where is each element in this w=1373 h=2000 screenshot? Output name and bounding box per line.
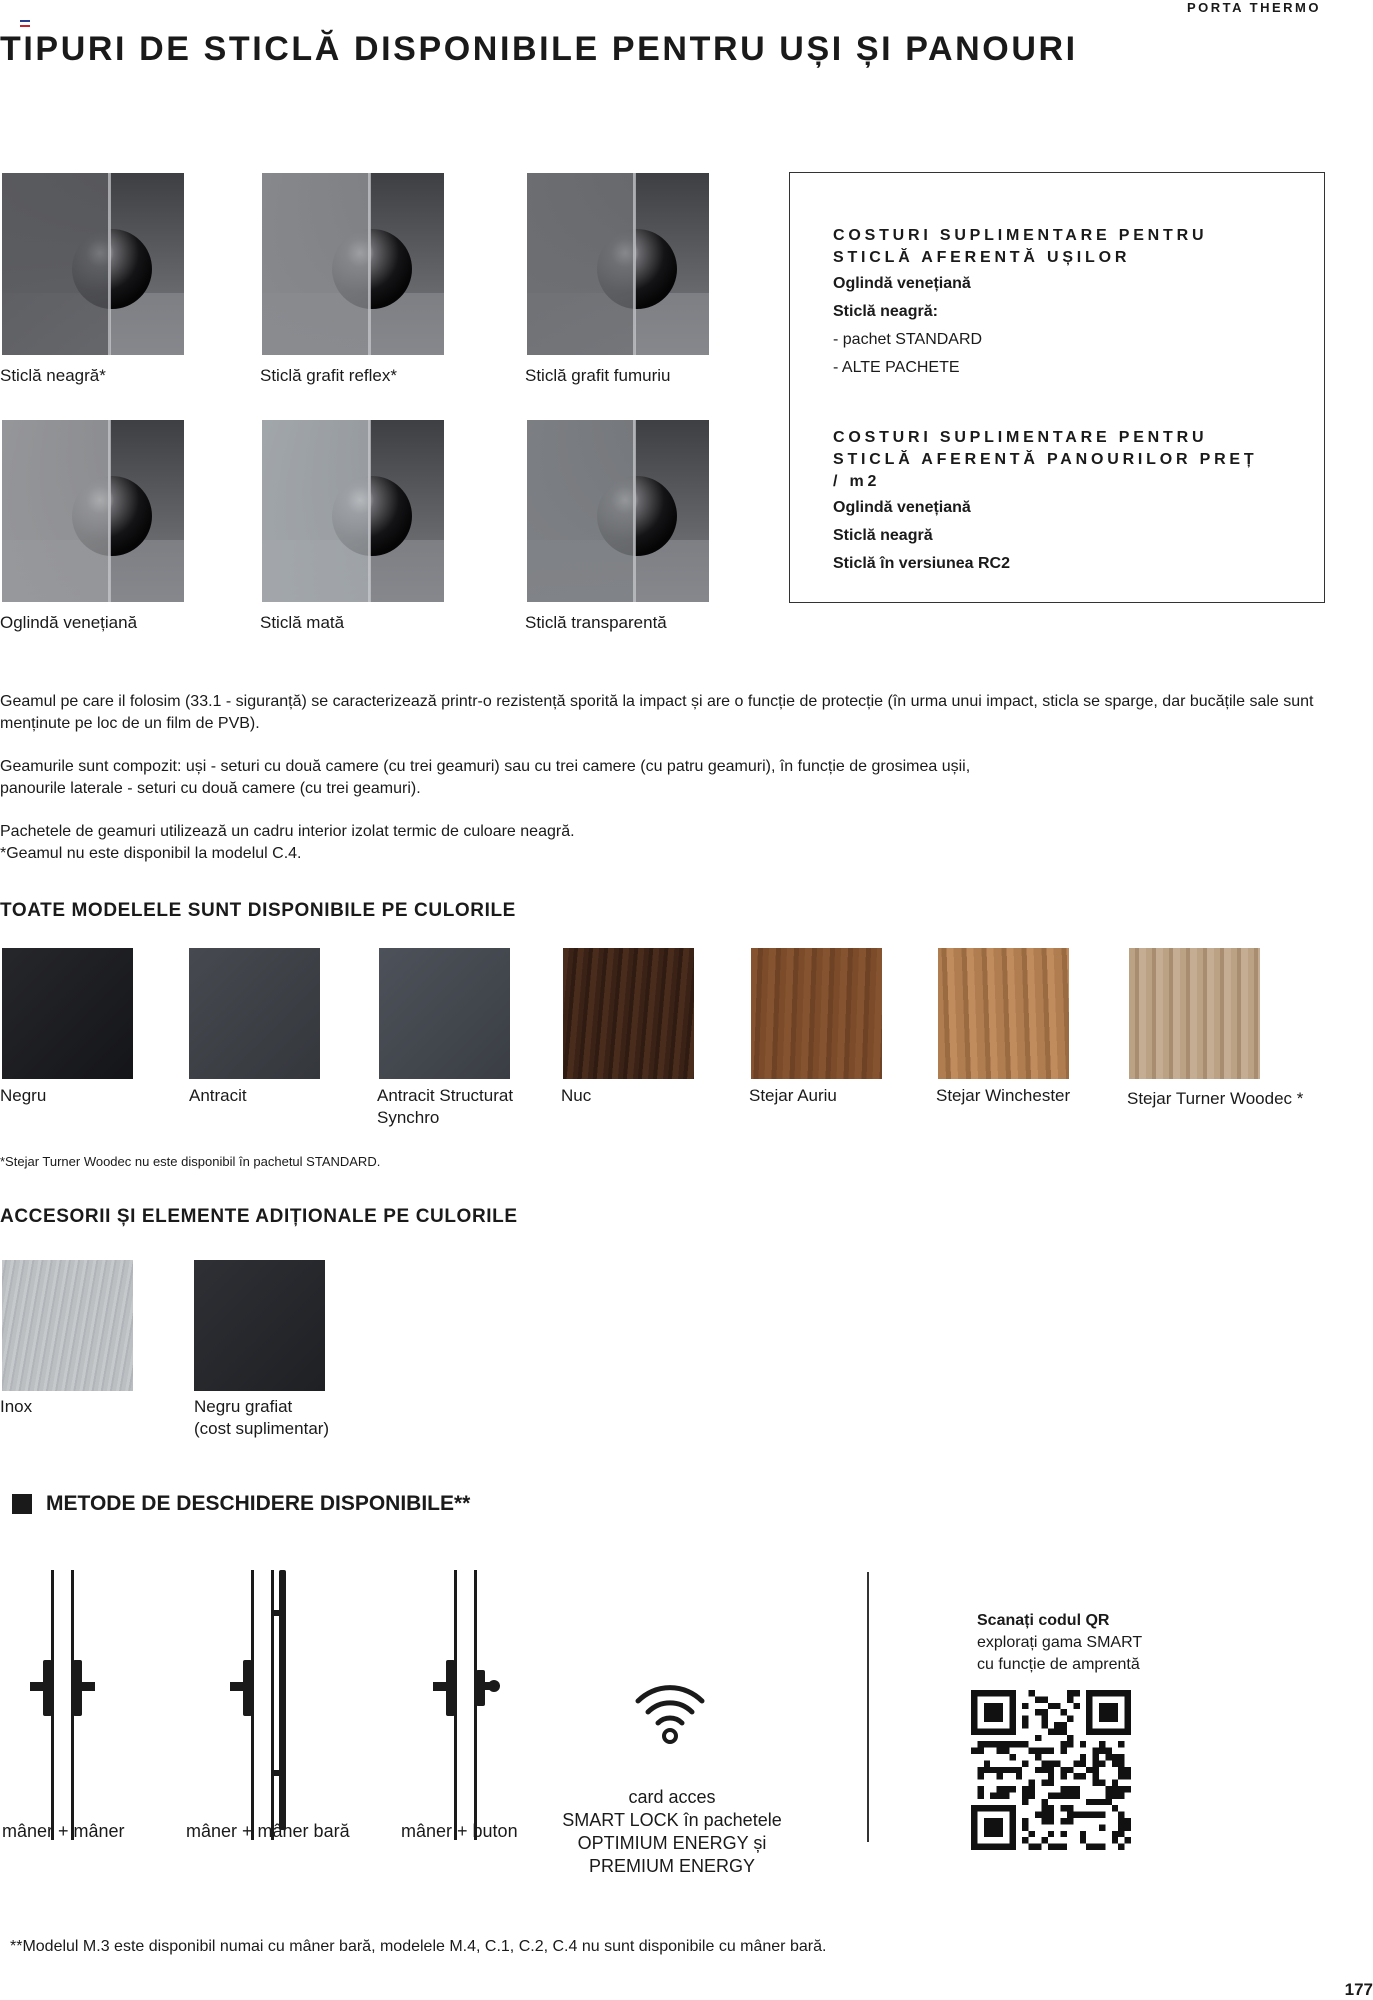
qr-text: cu funcție de amprentă bbox=[977, 1656, 1140, 1673]
glass-composition-line: panourile laterale - seturi cu două camere (cu trei geamuri). bbox=[0, 780, 421, 797]
handle-bar-icon bbox=[225, 1570, 305, 1840]
glass-tile bbox=[262, 420, 444, 602]
glass-description: Geamul pe care il folosim (33.1 - siguranță) se caracterizează printr-o rezistență sporită la impact și are o funcție de protecție (în urma unui impact, sticla se sparge, dar bucățile sale sunt menținute pe loc de un film de PVB). bbox=[0, 693, 1314, 732]
page-number: 177 bbox=[1344, 1980, 1373, 1999]
opening-methods-heading: METODE DE DESCHIDERE DISPONIBILE** bbox=[46, 1492, 471, 1515]
glass-caption: Sticlă neagră* bbox=[0, 366, 106, 385]
glass-caption: Sticlă grafit fumuriu bbox=[525, 366, 671, 385]
color-label: Negru bbox=[0, 1086, 47, 1105]
glass-tile bbox=[527, 173, 709, 355]
accessory-label: Negru grafiat (cost suplimentar) bbox=[194, 1397, 330, 1438]
panel-cost-item: Sticlă neagră bbox=[833, 527, 933, 544]
accessories-heading: ACCESORII ȘI ELEMENTE ADIȚIONALE PE CULORILE bbox=[0, 1206, 518, 1227]
glass-tile bbox=[527, 420, 709, 602]
colors-note: *Stejar Turner Woodec nu este disponibil în pachetul STANDARD. bbox=[0, 1154, 381, 1169]
door-cost-item: Oglindă venețiană bbox=[833, 275, 971, 292]
qr-heading: Scanați codul QR bbox=[977, 1612, 1110, 1629]
panel-cost-item: Sticlă în versiunea RC2 bbox=[833, 555, 1010, 572]
accessory-label: Inox bbox=[0, 1397, 33, 1416]
panel-cost-item: Oglindă venețiană bbox=[833, 499, 971, 516]
divider bbox=[867, 1572, 869, 1842]
glass-tile bbox=[262, 173, 444, 355]
glass-caption: Sticlă mată bbox=[260, 613, 345, 632]
glass-caption: Oglindă venețiană bbox=[0, 613, 138, 632]
flag-icon bbox=[20, 20, 30, 27]
color-swatch bbox=[2, 948, 133, 1079]
page-title: TIPURI DE STICLĂ DISPONIBILE PENTRU UȘI ȘI PANOURI bbox=[0, 30, 1078, 68]
accessory-swatch bbox=[2, 1260, 133, 1391]
glass-caption: Sticlă grafit reflex* bbox=[260, 366, 397, 385]
door-costs-heading: COSTURI SUPLIMENTARE PENTRU STICLĂ AFERENTĂ UȘILOR bbox=[833, 227, 1208, 266]
handle-knob-icon bbox=[428, 1570, 508, 1840]
opening-option-label: mâner + buton bbox=[401, 1821, 518, 1841]
color-swatch bbox=[938, 948, 1069, 1079]
color-label: Stejar Auriu bbox=[749, 1086, 837, 1105]
glass-frame-note: Pachetele de geamuri utilizează un cadru interior izolat termic de culoare neagră. bbox=[0, 823, 575, 840]
panel-costs-heading: COSTURI SUPLIMENTARE PENTRU STICLĂ AFERENTĂ PANOURILOR PREȚ / m2 bbox=[833, 429, 1258, 490]
colors-heading: TOATE MODELELE SUNT DISPONIBILE PE CULORILE bbox=[0, 900, 516, 921]
brand-label: PORTA THERMO bbox=[1187, 0, 1321, 15]
color-swatch bbox=[379, 948, 510, 1079]
opening-option-label: mâner + mâner bară bbox=[186, 1821, 350, 1841]
glass-tile bbox=[2, 173, 184, 355]
color-label: Antracit Structurat Synchro bbox=[377, 1086, 514, 1127]
color-swatch bbox=[751, 948, 882, 1079]
opening-option-label: mâner + mâner bbox=[2, 1821, 125, 1841]
color-label: Stejar Turner Woodec * bbox=[1127, 1089, 1304, 1108]
color-label: Stejar Winchester bbox=[936, 1086, 1071, 1105]
section-marker bbox=[12, 1494, 32, 1514]
door-cost-subitem: - ALTE PACHETE bbox=[833, 359, 960, 376]
door-cost-subitem: - pachet STANDARD bbox=[833, 331, 983, 348]
glass-composition-line: Geamurile sunt compozit: uși - seturi cu două camere (cu trei geamuri) sau cu trei camere (cu patru geamuri), în funcție de grosimea ușii, bbox=[0, 758, 971, 775]
door-cost-item: Sticlă neagră: bbox=[833, 303, 938, 320]
glass-tile bbox=[2, 420, 184, 602]
accessory-swatch bbox=[194, 1260, 325, 1391]
glass-caption: Sticlă transparentă bbox=[525, 613, 667, 632]
handle-handle-icon bbox=[25, 1570, 105, 1840]
wifi-icon bbox=[632, 1675, 708, 1745]
qr-code[interactable] bbox=[971, 1690, 1131, 1850]
smart-lock-card-label: card acces SMART LOCK în pachetele OPTIMIUM ENERGY și PREMIUM ENERGY bbox=[562, 1787, 782, 1876]
glass-availability-note: *Geamul nu este disponibil la modelul C.4. bbox=[0, 845, 302, 862]
footnote: **Modelul M.3 este disponibil numai cu mâner bară, modelele M.4, C.1, C.2, C.4 nu sunt disponibile cu mâner bară. bbox=[10, 1938, 827, 1955]
extra-costs-box bbox=[789, 172, 1325, 603]
color-swatch bbox=[563, 948, 694, 1079]
color-swatch bbox=[189, 948, 320, 1079]
qr-text: explorați gama SMART bbox=[977, 1634, 1143, 1651]
color-swatch bbox=[1129, 948, 1260, 1079]
color-label: Antracit bbox=[189, 1086, 247, 1105]
color-label: Nuc bbox=[561, 1086, 592, 1105]
